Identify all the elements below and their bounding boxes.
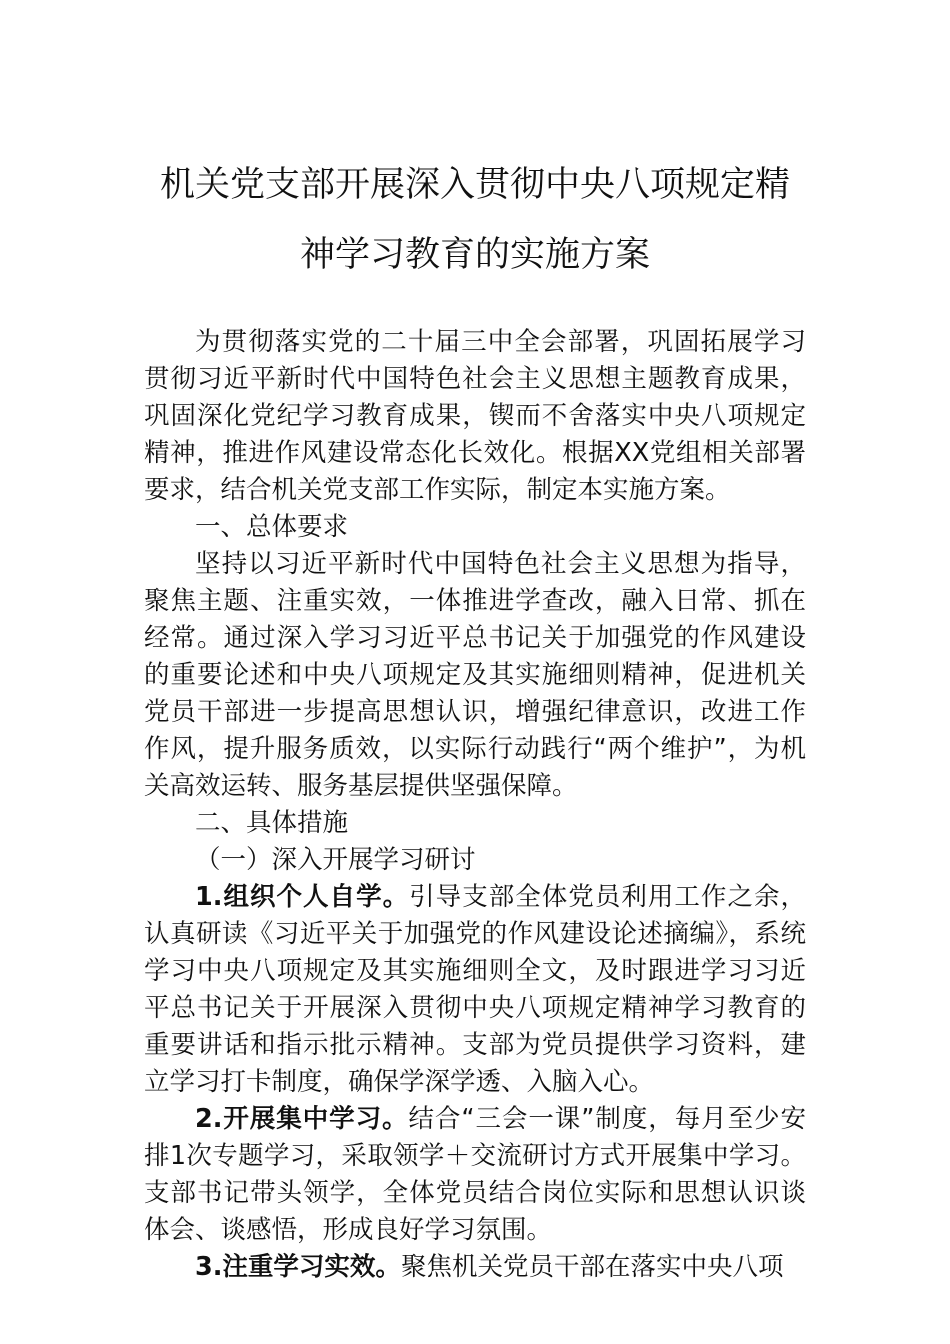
intro-paragraph: 为贯彻落实党的二十届三中全会部署，巩固拓展学习贯彻习近平新时代中国特色社会主义思想主题教育成果，巩固深化党纪学习教育成果，锲而不舍落实中央八项规定精神，推进作风建设常态化长效化。根据XX党组相关部署要求，结合机关党支部工作实际，制定本实施方案。 <box>144 327 806 505</box>
item-paragraph-1 <box>144 879 806 1101</box>
document-body <box>144 324 806 1286</box>
item-paragraph-3 <box>144 1249 806 1286</box>
item-body-1: 引导支部全体党员利用工作之余，认真研读《习近平关于加强党的作风建设论述摘编》，系统学习中央八项规定及其实施细则全文，及时跟进学习习近平总书记关于开展深入贯彻中央八项规定精神学习教育的重要讲话和指示批示精神。支部为党员提供学习资料，建立学习打卡制度，确保学深学透、入脑入心。 <box>144 882 806 1097</box>
item-lead-3: 3.注重学习实效。 <box>195 1252 401 1282</box>
title-line-1: 机关党支部开展深入贯彻中央八项规定精 <box>159 165 790 205</box>
item-paragraph-2 <box>144 1101 806 1249</box>
item-body-2: 结合“三会一课”制度，每月至少安排1次专题学习，采取领学＋交流研讨方式开展集中学习。支部书记带头领学，全体党员结合岗位实际和思想认识谈体会、谈感悟，形成良好学习氛围。 <box>144 1104 806 1245</box>
subsection-heading-study: （一）深入开展学习研讨 <box>195 845 476 875</box>
document-title <box>140 150 810 290</box>
item-body-3: 聚焦机关党员干部在落实中央八项 <box>400 1252 784 1282</box>
section-heading-general: 一、总体要求 <box>195 512 349 542</box>
item-lead-2: 2.开展集中学习。 <box>195 1104 409 1134</box>
general-requirements-paragraph: 坚持以习近平新时代中国特色社会主义思想为指导，聚焦主题、注重实效，一体推进学查改，融入日常、抓在经常。通过深入学习习近平总书记关于加强党的作风建设的重要论述和中央八项规定及其实施细则精神，促进机关党员干部进一步提高思想认识，增强纪律意识，改进工作作风，提升服务质效，以实际行动践行“两个维护”，为机关高效运转、服务基层提供坚强保障。 <box>144 549 806 801</box>
title-line-2: 神学习教育的实施方案 <box>299 235 650 275</box>
section-heading-measures: 二、具体措施 <box>195 808 349 838</box>
item-lead-1: 1.组织个人自学。 <box>195 882 410 912</box>
